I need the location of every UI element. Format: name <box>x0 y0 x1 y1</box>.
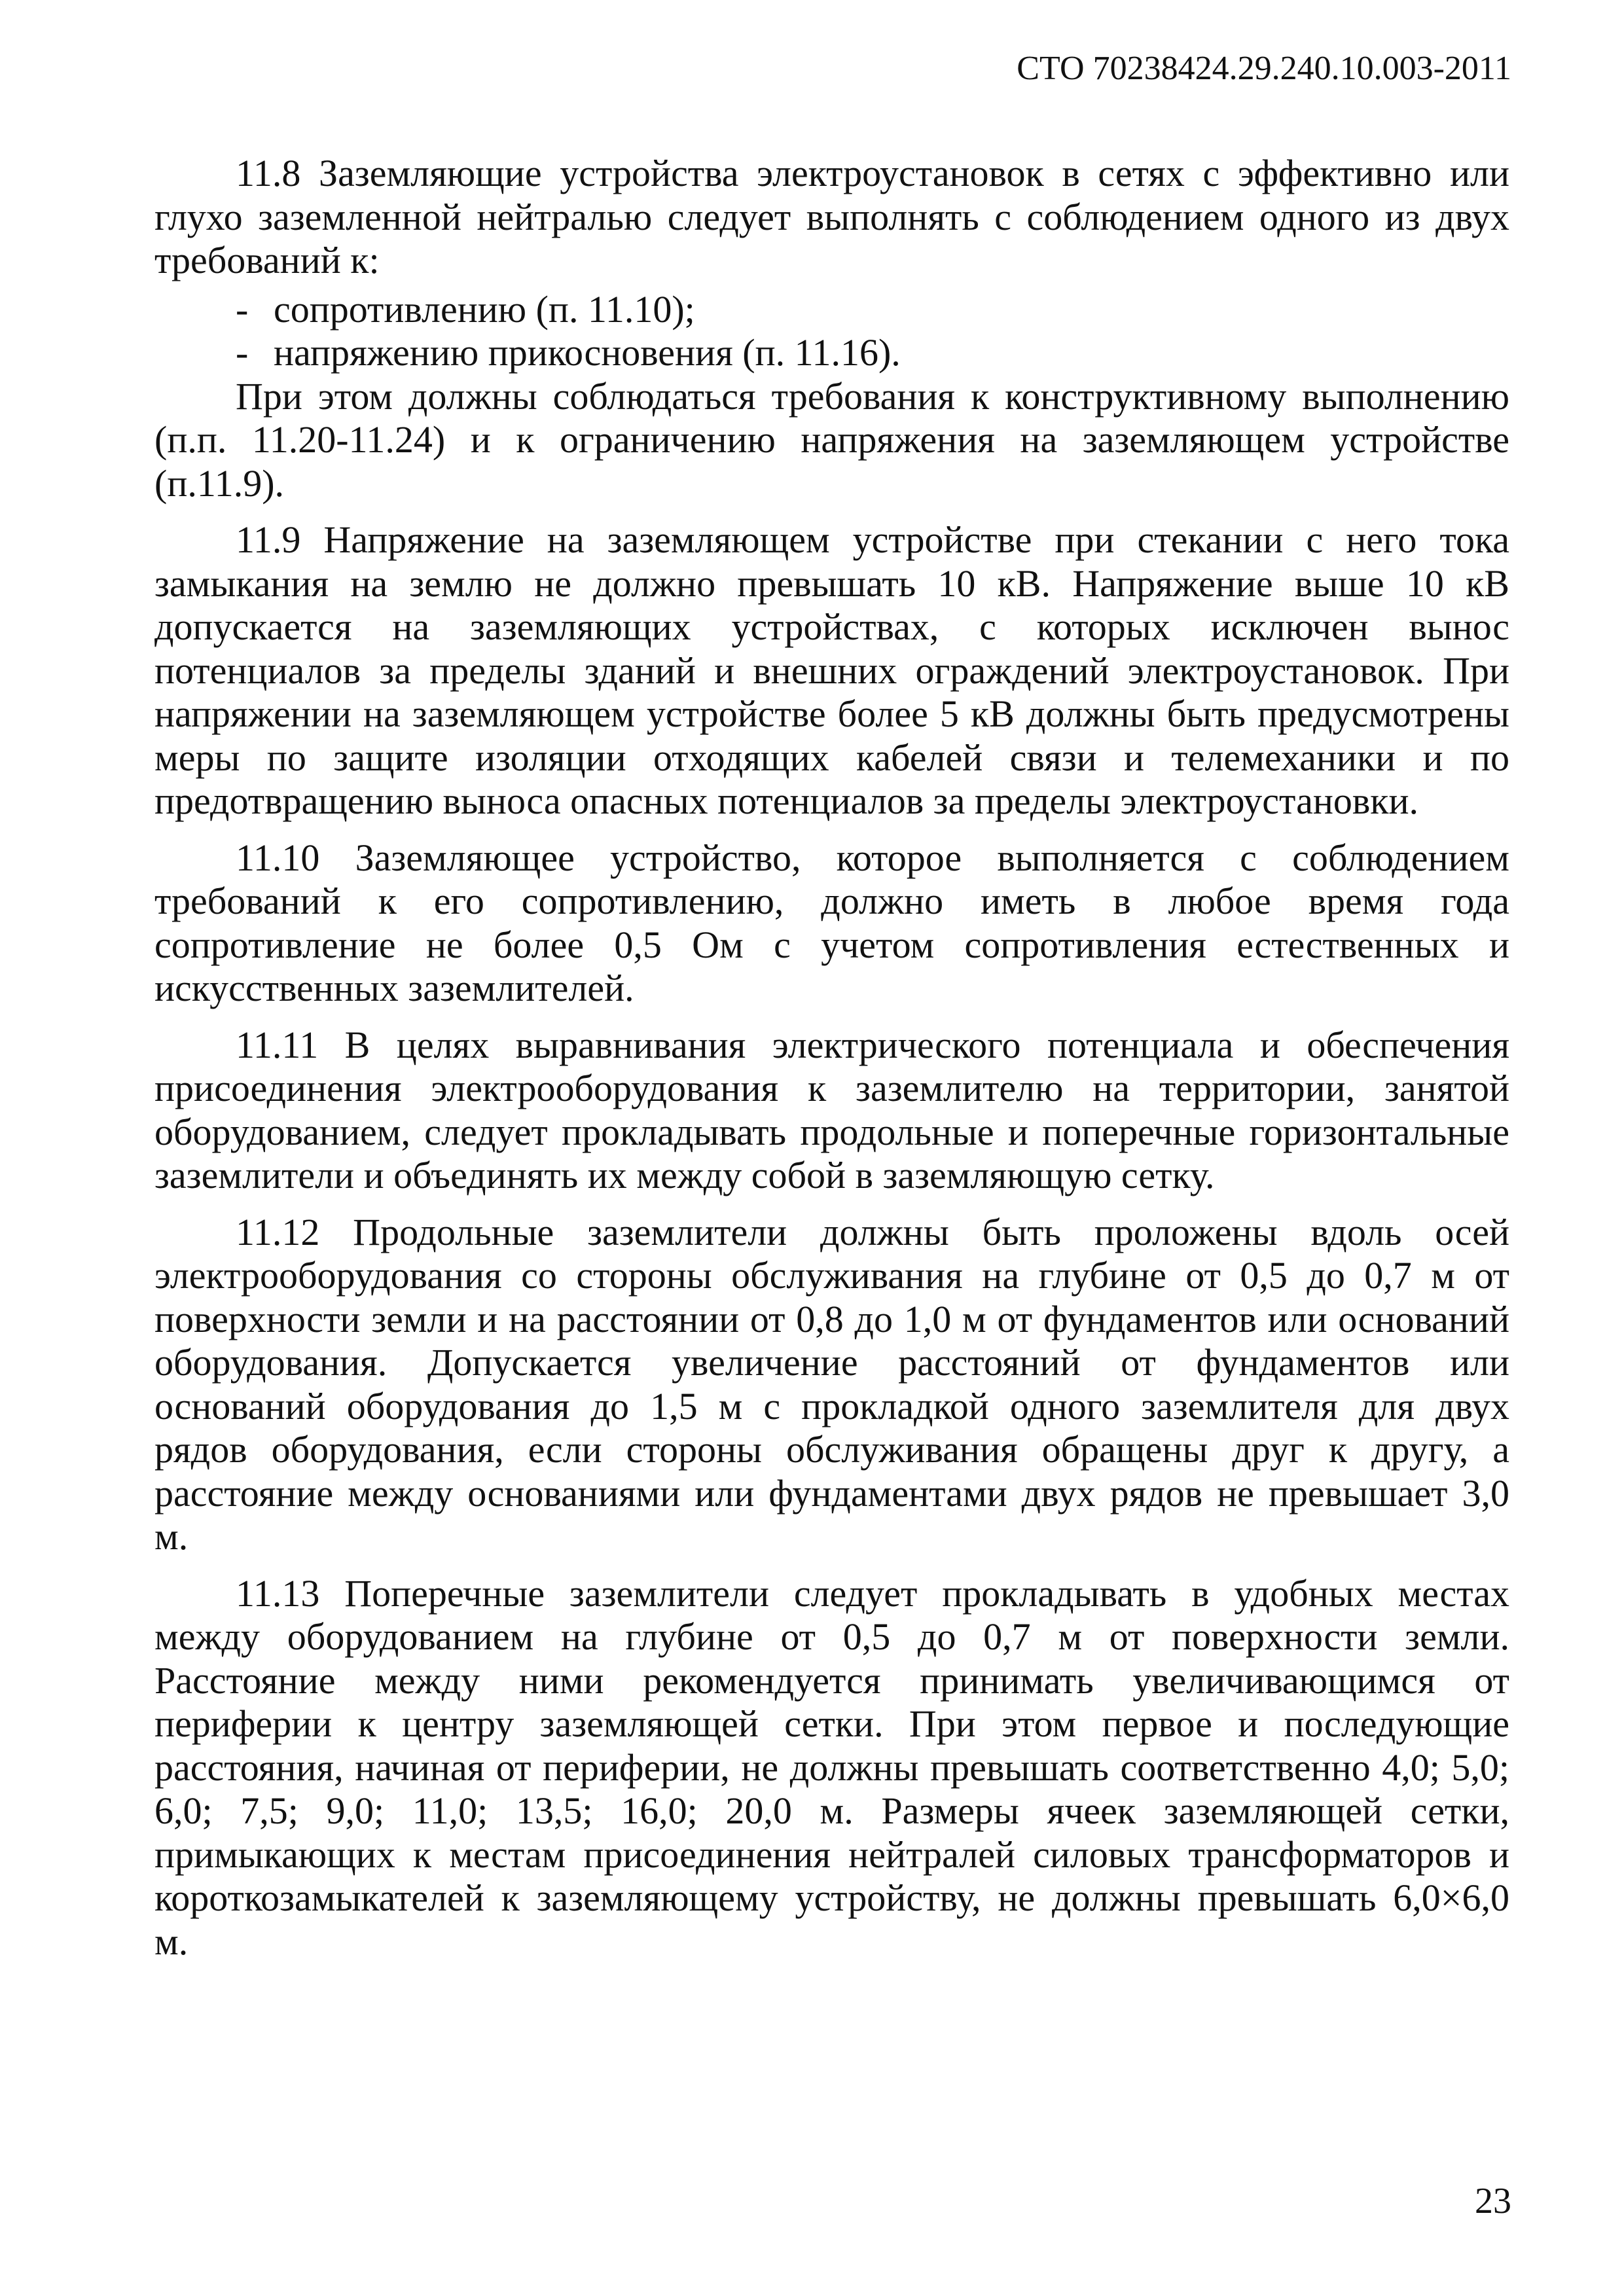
clause-11-8-cont-line: При этом должны соблюдаться требования к конструктивному выполнению <box>236 374 1509 418</box>
clause-11-9-line: предотвращению выноса опасных потенциалов за пределы электроустановки. <box>154 780 1418 822</box>
clause-11-10 <box>154 836 1509 1011</box>
page-number: 23 <box>1475 2181 1511 2221</box>
clause-11-8 <box>154 152 1509 283</box>
clause-11-9-line: допускается на заземляющих устройствах, с которых исключен вынос <box>154 605 1509 648</box>
clause-11-12-line: оснований оборудования до 1,5 м с прокладкой одного заземлителя для двух <box>154 1384 1509 1427</box>
clause-11-8-line: 11.8 Заземляющие устройства электроустановок в сетях с эффективно или <box>236 152 1509 194</box>
clause-11-8-line: глухо заземленной нейтралью следует выполнять с соблюдением одного из двух <box>154 195 1509 238</box>
dash-bullet: - <box>236 331 249 374</box>
clause-11-10-line: 11.10 Заземляющее устройство, которое выполняется с соблюдением <box>236 836 1509 879</box>
clause-11-12-line: оборудования. Допускается увеличение расстояний от фундаментов или <box>154 1341 1509 1384</box>
clause-11-9-line: замыкания на землю не должно превышать 10 кВ. Напряжение выше 10 кВ <box>154 562 1509 605</box>
clause-11-12-line: электрооборудования со стороны обслуживания на глубине от 0,5 до 0,7 м от <box>154 1254 1509 1297</box>
clause-11-11-line: заземлители и объединять их между собой в заземляющую сетку. <box>154 1154 1215 1196</box>
clause-11-12-line: м. <box>154 1515 189 1558</box>
clause-11-9-line: напряжении на заземляющем устройстве более 5 кВ должны быть предусмотрены <box>154 692 1509 735</box>
clause-11-13-line: примыкающих к местам присоединения нейтралей силовых трансформаторов и <box>154 1833 1509 1876</box>
clause-11-9 <box>154 518 1509 823</box>
requirements-list <box>236 288 1509 375</box>
list-item-text: сопротивлению (п. 11.10); <box>274 287 695 331</box>
clause-11-10-line: искусственных заземлителей. <box>154 967 634 1009</box>
clause-11-8-line: требований к: <box>154 239 380 281</box>
clause-11-8-cont-line: (п.п. 11.20-11.24) и к ограничению напряжения на заземляющем устройстве <box>154 418 1509 461</box>
clause-11-9-line: потенциалов за пределы зданий и внешних ограждений электроустановок. При <box>154 649 1509 692</box>
clause-11-13-line: Расстояние между ними рекомендуется принимать увеличивающимся от <box>154 1659 1509 1702</box>
clause-11-11-line: 11.11 В целях выравнивания электрического потенциала и обеспечения <box>236 1023 1509 1066</box>
clause-11-12-line: поверхности земли и на расстоянии от 0,8 до 1,0 м от фундаментов или оснований <box>154 1297 1509 1340</box>
list-item <box>236 288 1509 332</box>
clause-11-12-line: расстояние между основаниями или фундаментами двух рядов не превышает 3,0 <box>154 1471 1509 1515</box>
clause-11-11-line: присоединения электрооборудования к заземлителю на территории, занятой <box>154 1067 1509 1109</box>
clause-11-9-line: 11.9 Напряжение на заземляющем устройстве при стекании с него тока <box>236 518 1509 561</box>
clause-11-13-line: периферии к центру заземляющей сетки. При этом первое и последующие <box>154 1702 1509 1745</box>
clause-11-10-line: сопротивление не более 0,5 Ом с учетом сопротивления естественных и <box>154 923 1509 966</box>
clause-11-9-line: меры по защите изоляции отходящих кабелей связи и телемеханики и по <box>154 736 1509 779</box>
clause-11-13-line: м. <box>154 1920 189 1963</box>
clause-11-13-line: короткозамыкателей к заземляющему устройству, не должны превышать 6,0×6,0 <box>154 1876 1509 1919</box>
list-item <box>236 331 1509 375</box>
clause-11-10-line: требований к его сопротивлению, должно иметь в любое время года <box>154 880 1509 922</box>
clause-11-12-line: 11.12 Продольные заземлители должны быть проложены вдоль осей <box>236 1210 1509 1253</box>
clause-11-12-line: рядов оборудования, если стороны обслуживания обращены друг к другу, а <box>154 1428 1509 1471</box>
clause-11-8-cont-line: (п.11.9). <box>154 461 285 505</box>
clause-11-11-line: оборудованием, следует прокладывать продольные и поперечные горизонтальные <box>154 1110 1509 1153</box>
clause-11-12 <box>154 1211 1509 1559</box>
list-item-text: напряжению прикосновения (п. 11.16). <box>274 331 901 374</box>
clause-11-13-line: 11.13 Поперечные заземлители следует прокладывать в удобных местах <box>236 1571 1509 1615</box>
clause-11-13 <box>154 1572 1509 1964</box>
clause-11-13-line: 6,0; 7,5; 9,0; 11,0; 13,5; 16,0; 20,0 м. Размеры ячеек заземляющей сетки, <box>154 1789 1509 1832</box>
clause-11-13-line: расстояния, начиная от периферии, не должны превышать соответственно 4,0; 5,0; <box>154 1746 1509 1789</box>
document-body <box>154 152 1509 1977</box>
clause-11-8-continuation <box>154 375 1509 506</box>
clause-11-11 <box>154 1024 1509 1198</box>
clause-11-13-line: между оборудованием на глубине от 0,5 до 0,7 м от поверхности земли. <box>154 1615 1509 1658</box>
document-code: СТО 70238424.29.240.10.003-2011 <box>1017 50 1511 87</box>
dash-bullet: - <box>236 287 249 331</box>
